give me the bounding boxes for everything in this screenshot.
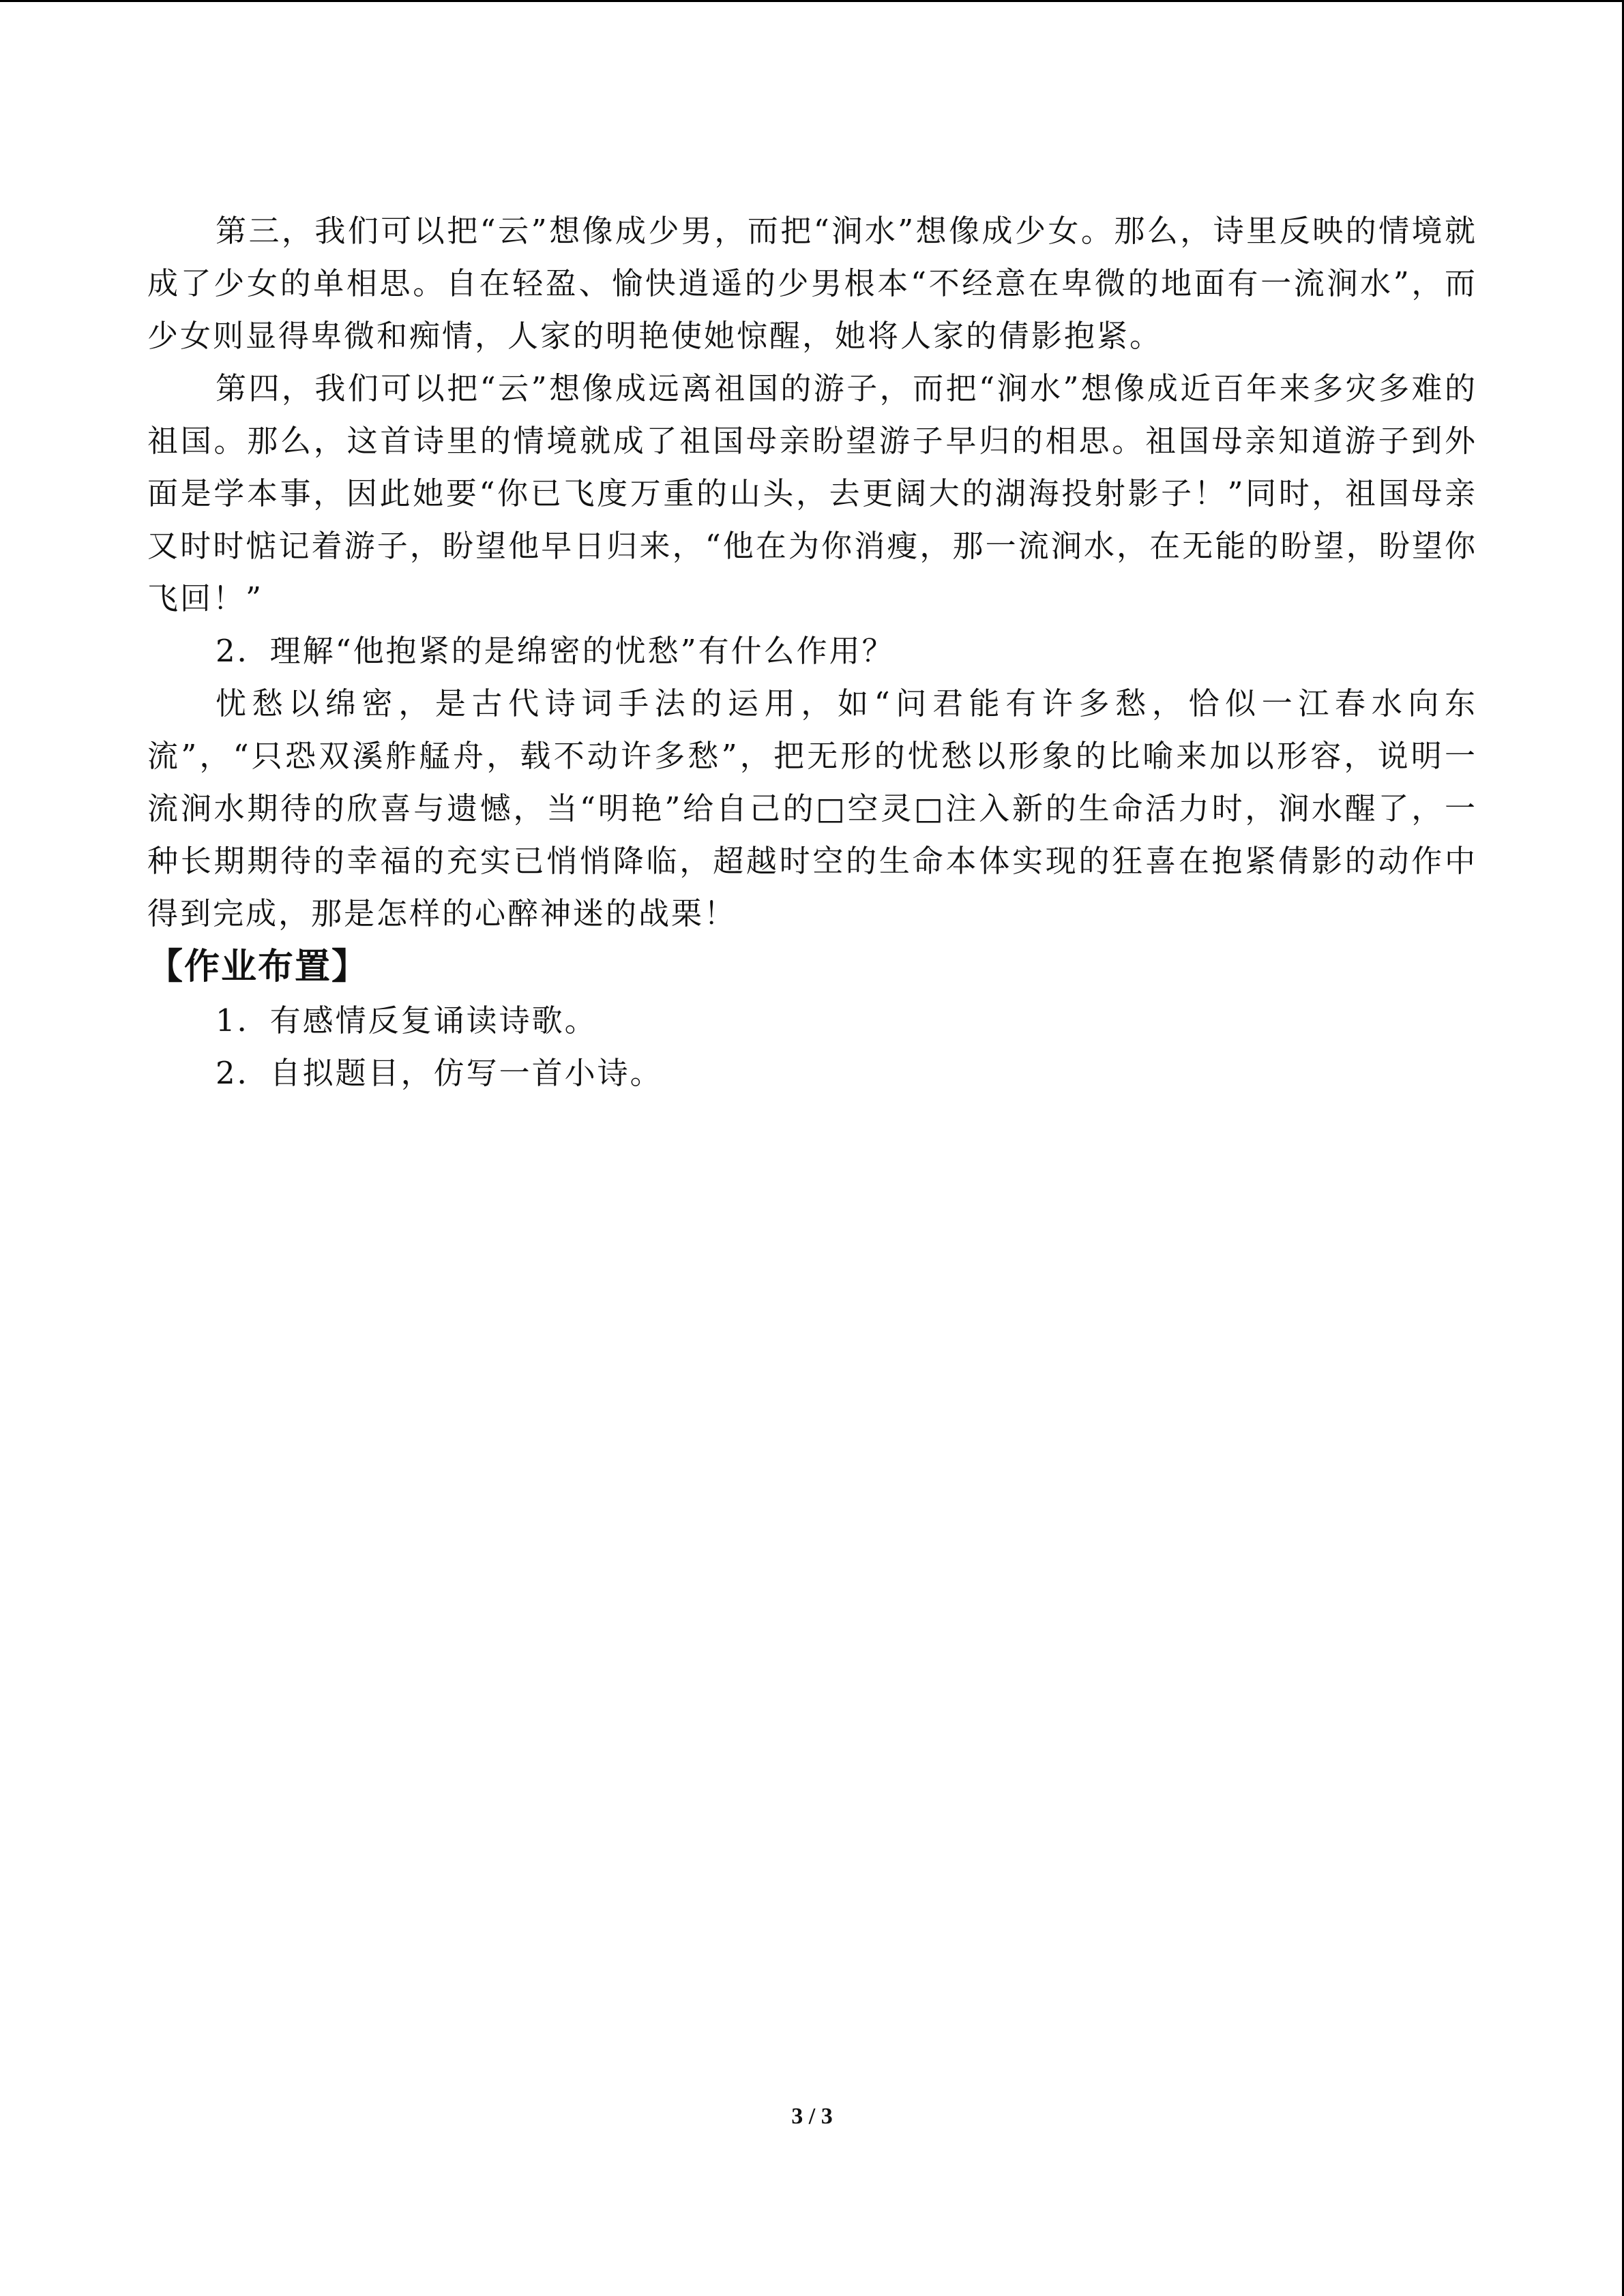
homework-item-2: 2．自拟题目，仿写一首小诗。 xyxy=(216,1055,663,1091)
page-number: 3 / 3 xyxy=(791,2104,833,2129)
question-2: 2．理解“他抱紧的是绵密的忧愁”有什么作用？ xyxy=(216,633,895,669)
homework-heading: 【作业布置】 xyxy=(147,946,369,987)
paragraph-third-interpretation: 第三，我们可以把“云”想像成少男，而把“涧水”想像成少女。那么，诗里反映的情境就成了少女的单相思。自在轻盈、愉快逍遥的少男根本“不经意在卑微的地面有一流涧水”，而少女则显得卑微和痴情，人家的明艳使她惊醒，她将人家的倩影抱紧。 xyxy=(147,213,1477,354)
homework-item-1: 1．有感情反复诵读诗歌。 xyxy=(216,1002,597,1039)
paragraph-fourth-interpretation: 第四，我们可以把“云”想像成远离祖国的游子，而把“涧水”想像成近百年来多灾多难的祖国。那么，这首诗里的情境就成了祖国母亲盼望游子早归的相思。祖国母亲知道游子到外面是学本事，因此她要“你已飞度万重的山头，去更阔大的湖海投射影子！”同时，祖国母亲又时时惦记着游子，盼望他早日归来，“他在为你消瘦，那一流涧水，在无能的盼望，盼望你飞回！” xyxy=(147,370,1477,616)
page-top-border xyxy=(0,0,1624,2)
answer-2: 忧愁以绵密，是古代诗词手法的运用，如“问君能有许多愁，恰似一江春水向东流”，“只恐双溪舴艋舟，载不动许多愁”，把无形的忧愁以形象的比喻来加以形容，说明一流涧水期待的欣喜与遗憾，当“明艳”给自己的□空灵□注入新的生命活力时，涧水醒了，一种长期期待的幸福的充实已悄悄降临，超越时空的生命本体实现的狂喜在抱紧倩影的动作中得到完成，那是怎样的心醉神迷的战栗！ xyxy=(147,685,1477,931)
document-body xyxy=(147,205,1477,1099)
